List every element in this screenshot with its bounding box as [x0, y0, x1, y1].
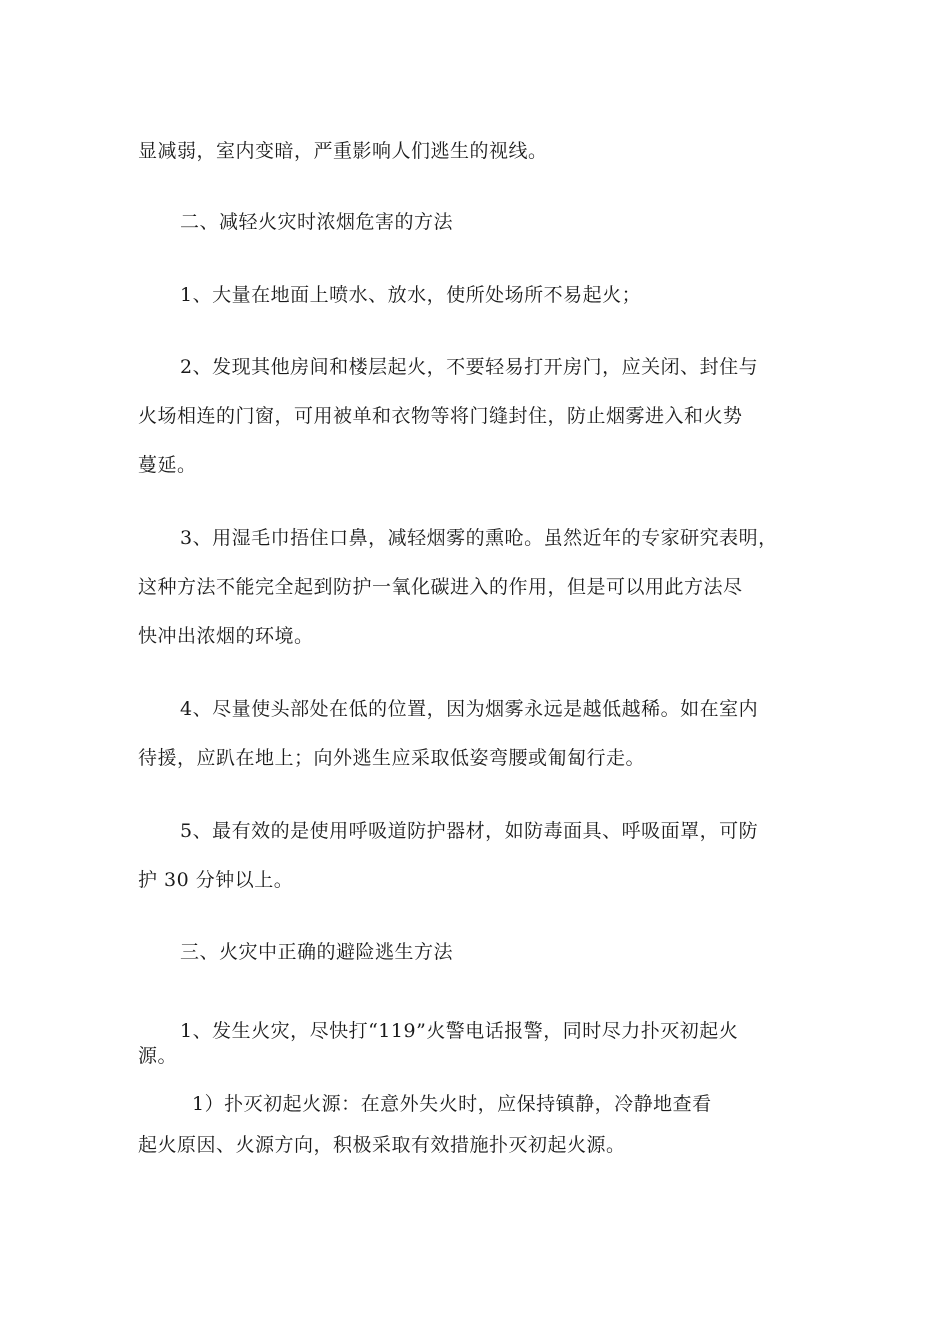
list-item-line: 3、用湿毛巾捂住口鼻，减轻烟雾的熏呛。虽然近年的专家研究表明，: [180, 527, 778, 549]
list-item-line: 4、尽量使头部处在低的位置，因为烟雾永远是越低越稀。如在室内: [180, 698, 759, 720]
list-item-line: 这种方法不能完全起到防护一氧化碳进入的作用，但是可以用此方法尽: [138, 576, 743, 598]
list-item-line: 蔓延。: [138, 454, 197, 476]
paragraph-line: 显减弱，室内变暗，严重影响人们逃生的视线。: [138, 140, 548, 162]
list-item-line: 1、发生火灾，尽快打“119”火警电话报警，同时尽力扑灭初起火: [180, 1020, 739, 1042]
list-item-line: 5、最有效的是使用呼吸道防护器材，如防毒面具、呼吸面罩，可防: [180, 820, 759, 842]
list-item-line: 快冲出浓烟的环境。: [138, 625, 314, 647]
list-item-line: 待援，应趴在地上；向外逃生应采取低姿弯腰或匍匐行走。: [138, 747, 646, 769]
list-item-line: 源。: [138, 1045, 178, 1067]
section-heading: 三、火灾中正确的避险逃生方法: [180, 941, 454, 963]
list-item-line: 1、大量在地面上喷水、放水，使所处场所不易起火；: [180, 284, 642, 306]
list-item-line: 2、发现其他房间和楼层起火，不要轻易打开房门，应关闭、封住与: [180, 356, 759, 378]
list-item-line: 火场相连的门窗，可用被单和衣物等将门缝封住，防止烟雾进入和火势: [138, 405, 743, 427]
sub-item-line: 起火原因、火源方向，积极采取有效措施扑灭初起火源。: [138, 1134, 626, 1156]
section-heading: 二、减轻火灾时浓烟危害的方法: [180, 211, 454, 233]
list-item-line: 护 30 分钟以上。: [138, 869, 294, 891]
sub-item-line: 1）扑灭初起火源：在意外失火时，应保持镇静，冷静地查看: [192, 1093, 712, 1115]
